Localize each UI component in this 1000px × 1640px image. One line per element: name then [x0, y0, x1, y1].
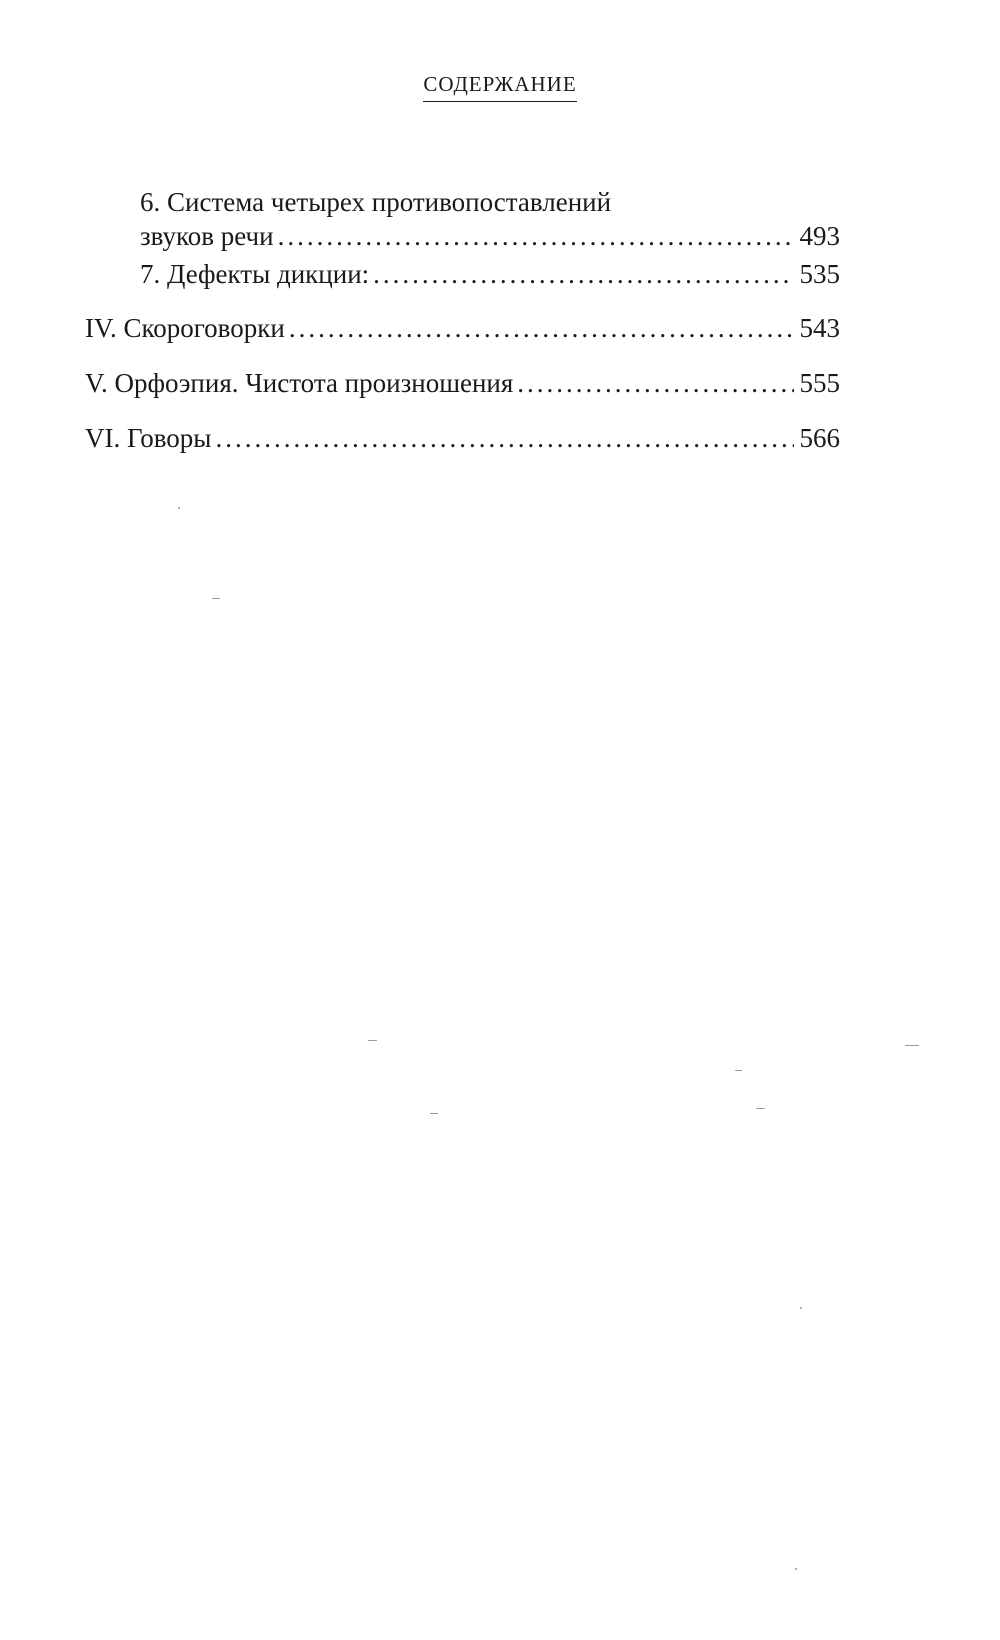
scan-speck — [905, 1045, 919, 1046]
toc-entry-title: VI. Говоры — [85, 423, 212, 453]
toc-entry-iv[interactable] — [85, 311, 840, 345]
toc-entry-title: IV. Скороговорки — [85, 313, 285, 343]
toc-entry-7[interactable] — [140, 257, 840, 291]
scan-speck — [735, 1070, 742, 1071]
scan-speck — [212, 598, 220, 599]
dot-leader — [289, 311, 794, 345]
running-head — [0, 72, 1000, 102]
toc-page-number: 543 — [799, 313, 840, 343]
toc-page-number: 493 — [799, 221, 840, 251]
dot-leader — [215, 421, 793, 455]
toc-entry-v[interactable] — [85, 366, 840, 400]
running-head-title: СОДЕРЖАНИЕ — [423, 72, 576, 102]
toc-entry-title: V. Орфоэпия. Чистота произношения — [85, 368, 514, 398]
toc-page-number: 535 — [799, 259, 840, 289]
scan-speck — [368, 1040, 377, 1041]
dot-leader — [517, 366, 793, 400]
dot-leader — [373, 257, 793, 291]
scan-speck — [178, 507, 180, 509]
toc-page-number: 566 — [799, 423, 840, 453]
toc-entry-title: звуков речи — [140, 221, 274, 251]
scan-speck — [430, 1113, 438, 1114]
toc-entry-vi[interactable] — [85, 421, 840, 455]
toc-entry-title: 7. Дефекты дикции: — [140, 259, 370, 289]
toc-page-number: 555 — [799, 368, 840, 398]
dot-leader — [278, 219, 794, 253]
toc-entry-6[interactable] — [140, 219, 840, 253]
scan-speck — [795, 1568, 797, 1570]
scan-speck — [756, 1108, 765, 1109]
scan-speck — [800, 1307, 802, 1309]
toc-entry-6-line1: 6. Система четырех противопоставлений — [140, 187, 612, 217]
